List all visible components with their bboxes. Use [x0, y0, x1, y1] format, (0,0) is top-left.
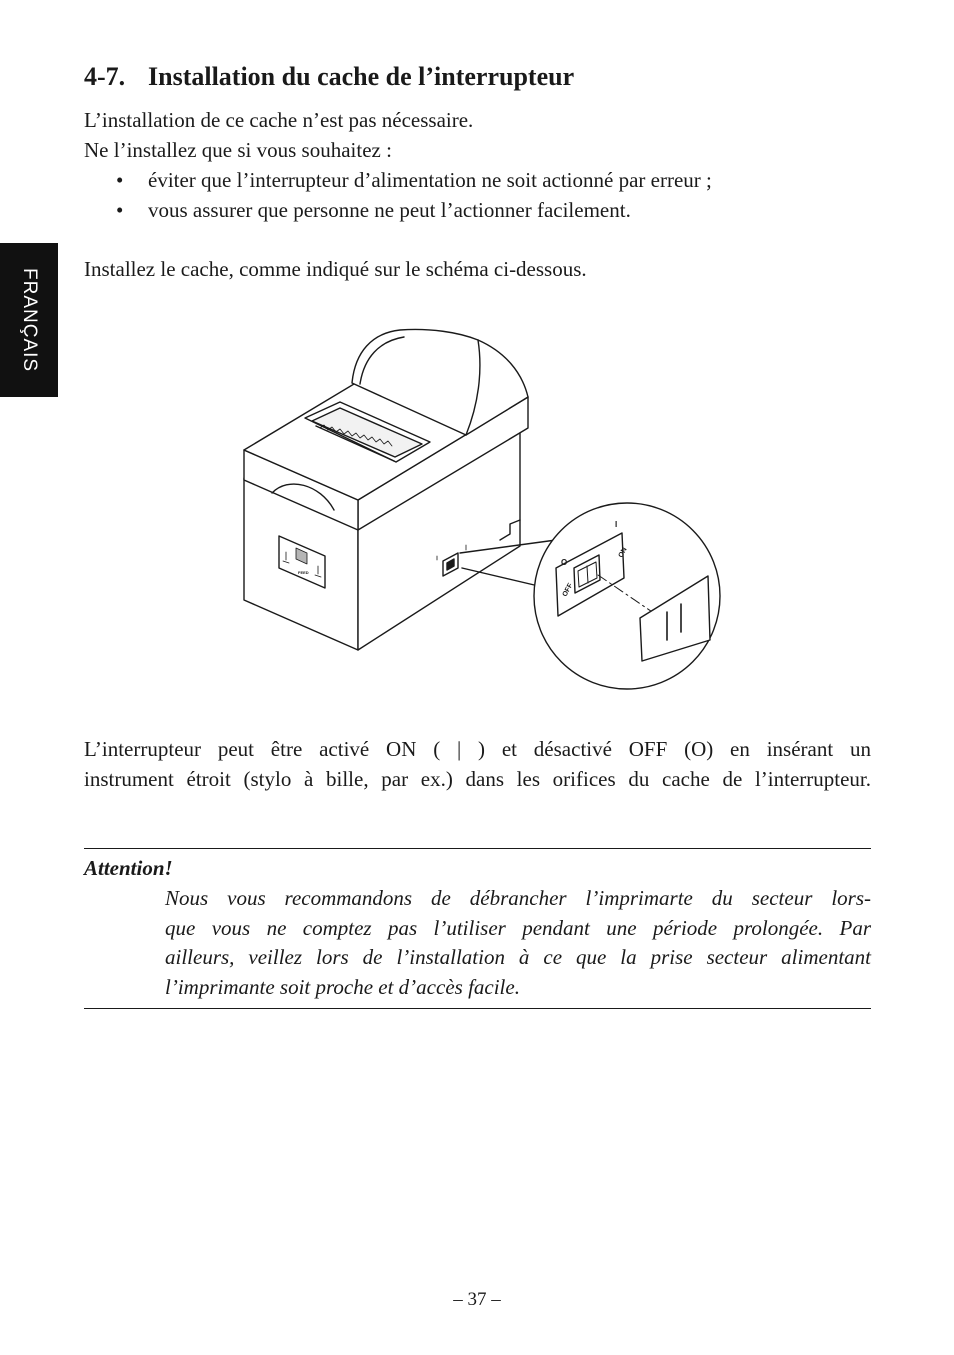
bullet-marker: • — [116, 168, 124, 192]
language-tab — [0, 243, 58, 397]
page-number: – 37 – — [453, 1289, 501, 1310]
section-number: 4-7. — [84, 62, 126, 91]
intro-line-2: Ne l’installez que si vous souhaitez : — [84, 138, 392, 162]
bullet-item: éviter que l’interrupteur d’alimentation ne soit actionné par erreur ; — [148, 168, 712, 192]
attention-line: Nous vous recommandons de débrancher l’imprimarte du secteur lors- — [165, 886, 871, 910]
intro-line-1: L’installation de ce cache n’est pas nécessaire. — [84, 108, 474, 132]
attention-line: ailleurs, veillez lors de l’installation à ce que la prise secteur alimentant — [165, 945, 871, 969]
switch-on-label: ON — [617, 546, 629, 559]
attention-top-rule — [84, 848, 871, 849]
printer-illustration — [230, 320, 730, 700]
attention-line: l’imprimante soit proche et d’accès facile. — [165, 975, 520, 999]
instruction-text: Installez le cache, comme indiqué sur le schéma ci-dessous. — [84, 257, 587, 281]
switch-on-symbol: I — [615, 520, 618, 529]
attention-line: que vous ne comptez pas l’utiliser pendant une période prolongée. Par — [165, 916, 871, 940]
feed-label: FEED — [298, 570, 309, 575]
switch-off-label: OFF — [561, 582, 575, 598]
bullet-marker: • — [116, 198, 124, 222]
switch-off-symbol: O — [561, 558, 568, 567]
section-title: Installation du cache de l’interrupteur — [148, 62, 575, 91]
explanation-line: L’interrupteur peut être activé ON ( | ) et désactivé OFF (O) en insérant un — [84, 737, 871, 761]
language-tab-label: FRANÇAIS — [19, 267, 40, 373]
explanation-line: instrument étroit (stylo à bille, par ex.) dans les orifices du cache de l’interrupteur. — [84, 767, 871, 791]
attention-heading: Attention! — [84, 856, 173, 880]
attention-bottom-rule — [84, 1008, 871, 1009]
bullet-item: vous assurer que personne ne peut l’actionner facilement. — [148, 198, 631, 222]
